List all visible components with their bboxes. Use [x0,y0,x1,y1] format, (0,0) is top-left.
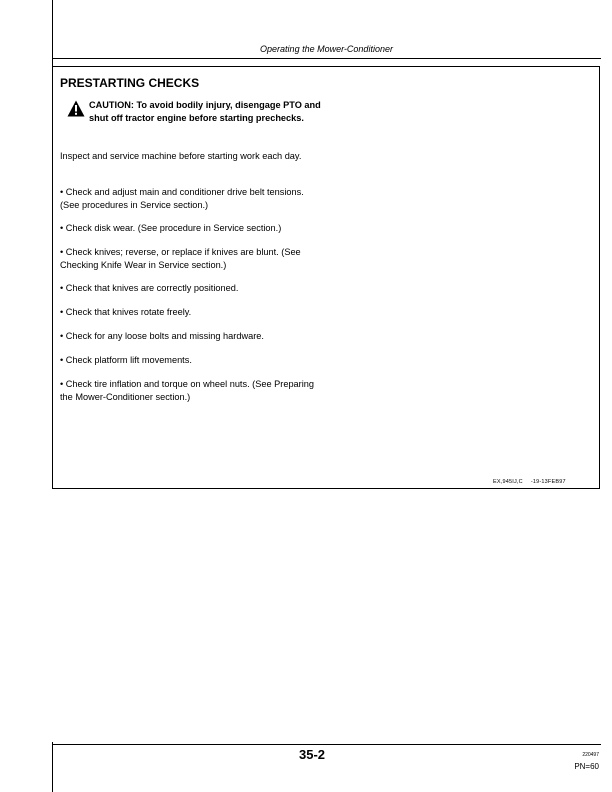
content-box [52,66,600,489]
check-item: • Check for any loose bolts and missing hardware. [60,331,264,341]
check-item: • Check tire inflation and torque on wheel nuts. (See Preparing the Mower-Conditioner section.) [60,379,314,402]
intro-paragraph: Inspect and service machine before starting work each day. [60,151,302,161]
check-item: • Check platform lift movements. [60,355,192,365]
box-reference [493,479,574,485]
header-divider [52,58,601,59]
check-item: • Check that knives rotate freely. [60,307,192,317]
footer-divider [52,744,601,745]
page-number: 35-2 [298,747,326,762]
caution-text: CAUTION: To avoid bodily injury, disengage PTO and shut off tractor engine before starting prechecks. [89,100,321,123]
box-reference-code: EX,945IJ,C [493,479,523,485]
box-reference-date: -19-13FEB97 [530,479,566,485]
page-header-title: Operating the Mower-Conditioner [260,44,393,54]
check-item: • Check knives; reverse, or replace if knives are blunt. (See Checking Knife Wear in Service section.) [60,247,301,270]
warning-triangle-icon [67,100,85,117]
check-item: • Check that knives are correctly positioned. [60,283,239,293]
check-item: • Check disk wear. (See procedure in Service section.) [60,223,282,233]
bottom-left-margin-rule [52,742,53,792]
footer-code: 220497 [582,752,599,758]
footer-pn: PN=60 [574,762,599,771]
section-title: PRESTARTING CHECKS [60,76,200,90]
left-margin-rule [52,0,53,66]
check-item: • Check and adjust main and conditioner drive belt tensions. (See procedures in Service section.) [60,187,304,210]
